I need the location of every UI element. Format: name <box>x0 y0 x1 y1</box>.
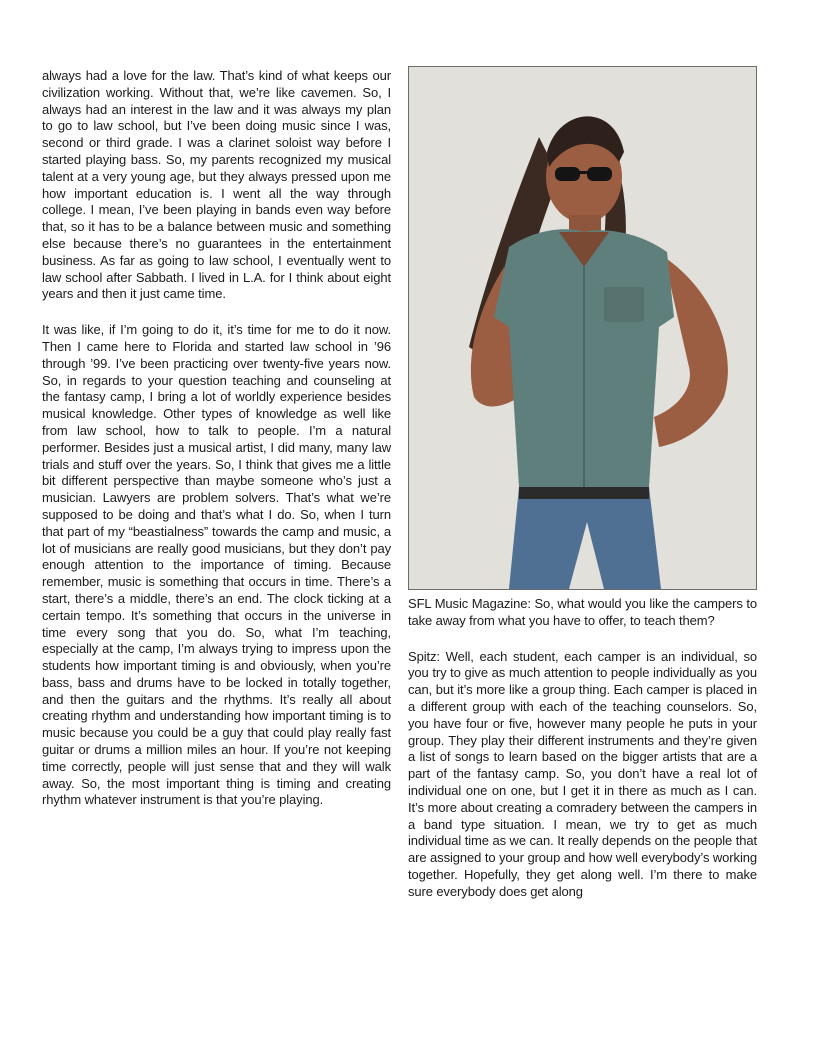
left-text-column <box>42 68 391 828</box>
body-paragraph: always had a love for the law. That’s kind of what keeps our civilization working. Without that, we’re like cavemen. So, I always had an interest in the law and it was always my plan to go to law school, but I’ve been doing music since I was, second or third grade. I was a clarinet soloist way before I started playing bass. So, my parents recognized my musical talent at a very young age, but they always pressed upon me how important education is. I went all the way through college. I mean, I’ve been playing in bands even way before that, so it has to be a balance between music and something else because there’s no guarantees in the entertainment business. As far as going to law school, I eventually went to law school after Sabbath. I lived in L.A. for I think about eight years and then it just came time. <box>42 68 391 302</box>
body-paragraph: It was like, if I’m going to do it, it’s time for me to do it now. Then I came here to Florida and started law school in ’96 through ’99. I’ve been practicing over twenty-five years now. So, in regards to your question teaching and counseling at the fantasy camp, I bring a lot of worldly experience besides musical knowledge. Other types of knowledge as well like from law school, how to talk to people. I’m a natural performer. Besides just a musical artist, I did many, many law trials and stuff over the years. So, I think that gives me a little bit different perspective than maybe someone who’s just a musician. Lawyers are problem solvers. That’s what we’re supposed to be doing and that’s what I do. So, when I turn that part of my “beastialness” towards the camp and music, a lot of musicians are really good musicians, but they don’t pay enough attention to the importance of timing. Because remember, music is something that occurs in time. There’s a start, there’s a middle, there’s an end. The clock ticking at a certain tempo. It’s something that occurs in the universe in time every song that you do. So, what I’m teaching, especially at the camp, I’m always trying to impress upon the students how important timing is and obviously, when you’re bass, bass and drums have to be locked in totally together, and then the guitars and the rhythms. It’s really all about creating rhythm and understanding how important timing is to music because you could be a guy that could play really fast guitar or drums a million miles an hour. If you’re not keeping time correctly, people will just sense that and they will walk away. So, the most important thing is timing and creating rhythm whatever instrument is that you’re playing. <box>42 322 391 808</box>
interview-answer: Spitz: Well, each student, each camper is an individual, so you try to give as much attention to people individually as you can, but it’s more like a group thing. Each camper is placed in a different group with each of the teaching counselors. So, you have four or five, however many people he puts in your group. They play their different instruments and they’re given a list of songs to learn based on the bigger artists that are a part of the fantasy camp. So, you don’t have a real lot of individual one on one, but I get it in there as much as I can. It’s more about creating a comradery between the campers in a band type situation. I mean, we try to get as much individual time as we can. It really depends on the people that are assigned to your group and how well everybody’s working together. Hopefully, they get along well. I’m there to make sure everybody does get along <box>408 648 757 899</box>
right-text-column <box>408 596 757 920</box>
portrait-photo <box>408 66 757 590</box>
portrait-illustration <box>409 67 756 589</box>
interview-question: SFL Music Magazine: So, what would you like the campers to take away from what you have to offer, to teach them? <box>408 596 757 628</box>
